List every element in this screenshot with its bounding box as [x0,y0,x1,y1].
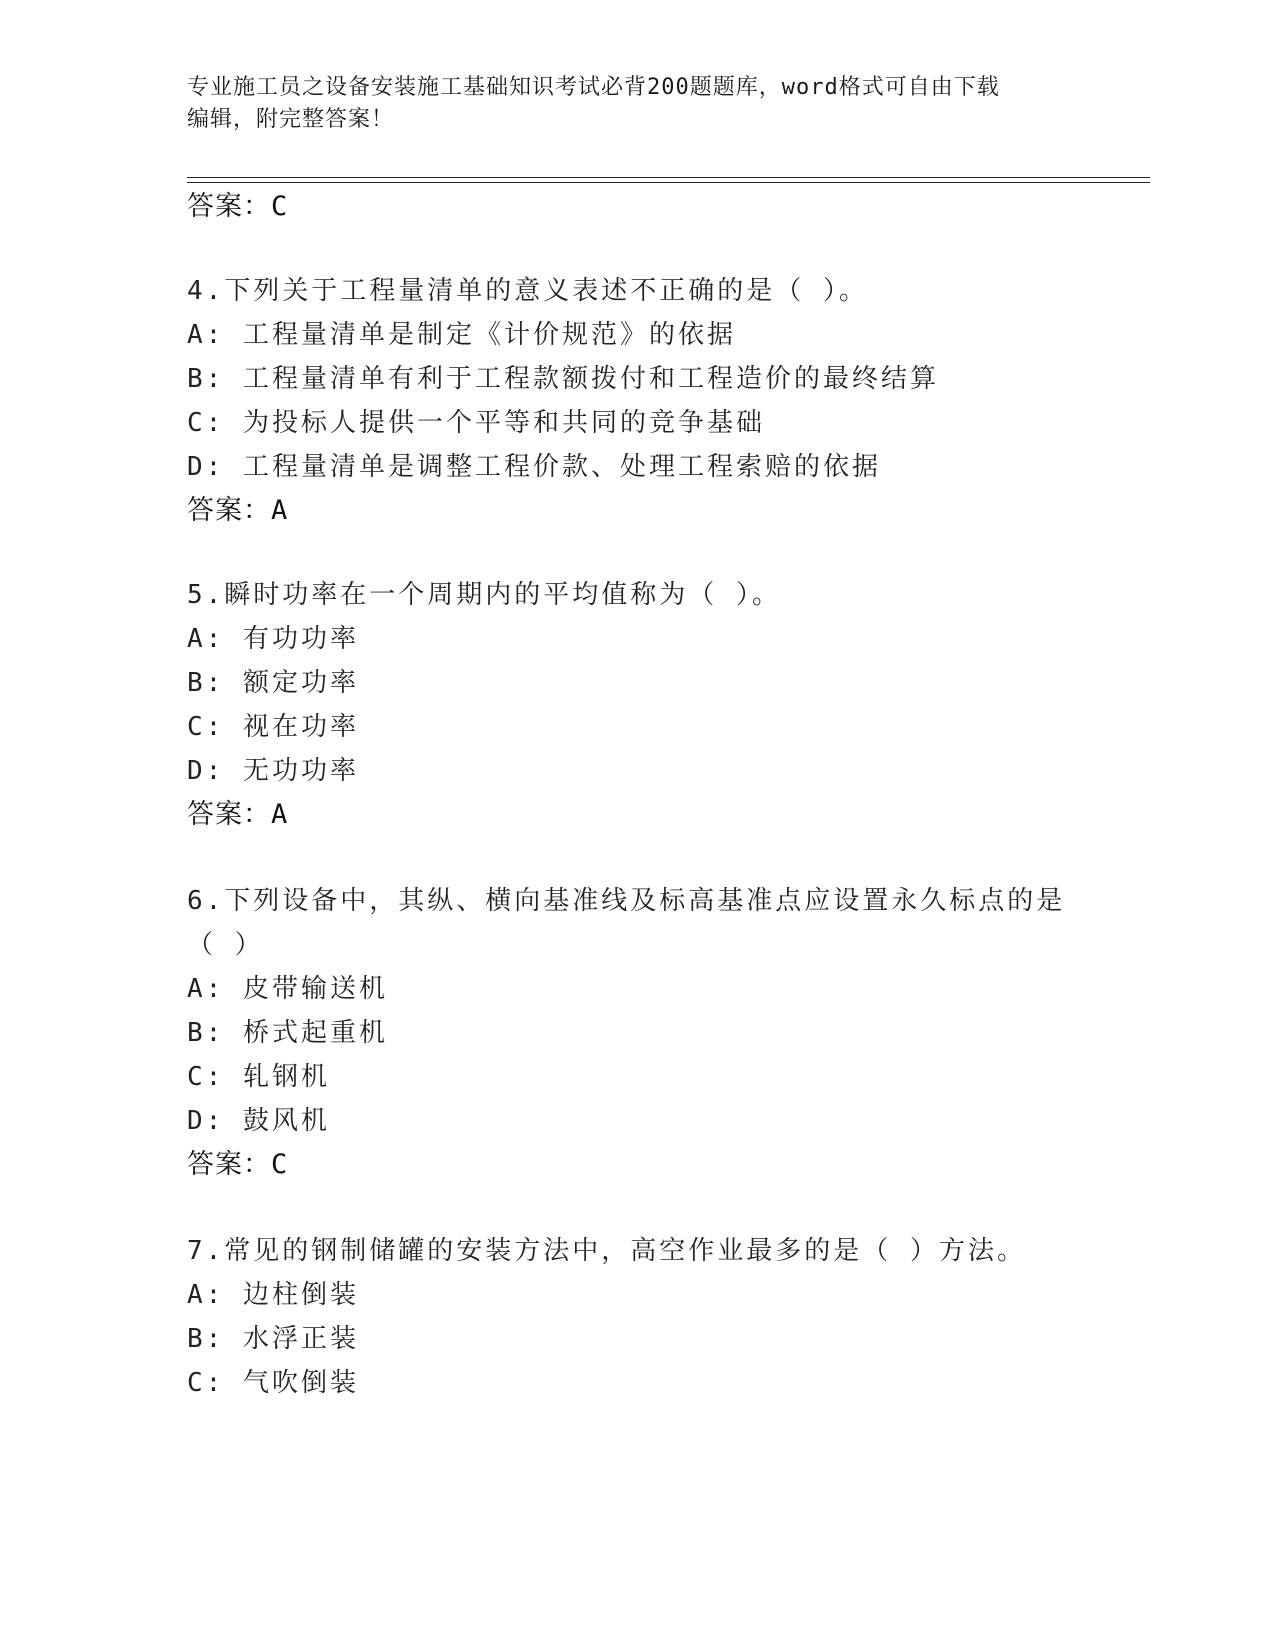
question-7: 7.常见的钢制储罐的安装方法中，高空作业最多的是（ ）方法。 [187,1236,1026,1266]
q4-option-a: A: 工程量清单是制定《计价规范》的依据 [187,320,736,350]
question-4: 4.下列关于工程量清单的意义表述不正确的是（ ）。 [187,276,868,306]
document-header [187,72,1067,136]
q5-option-d: D: 无功功率 [187,756,359,786]
q4-option-c: C: 为投标人提供一个平等和共同的竞争基础 [187,408,765,438]
q6-option-d: D: 鼓风机 [187,1106,330,1136]
q6-option-b: B: 桥式起重机 [187,1018,388,1048]
question-5: 5.瞬时功率在一个周期内的平均值称为（ ）。 [187,580,781,610]
q4-option-d: D: 工程量清单是调整工程价款、处理工程索赔的依据 [187,452,881,482]
answer-q5: 答案：A [187,799,289,830]
q4-option-b: B: 工程量清单有利于工程款额拨付和工程造价的最终结算 [187,364,939,394]
header-divider-bottom [187,182,1150,183]
question-6-line-1: 6.下列设备中，其纵、横向基准线及标高基准点应设置永久标点的是 [187,886,1066,916]
answer-q3: 答案：C [187,191,289,222]
q7-option-b: B: 水浮正装 [187,1324,359,1354]
answer-q6: 答案：C [187,1149,289,1180]
header-divider-top [187,177,1150,178]
q5-option-c: C: 视在功率 [187,712,359,742]
header-line-2: 编辑，附完整答案！ [187,107,395,132]
q7-option-a: A: 边柱倒装 [187,1280,359,1310]
q5-option-b: B: 额定功率 [187,668,359,698]
answer-q4: 答案：A [187,495,289,526]
question-6-line-2: （ ） [187,930,264,960]
q6-option-a: A: 皮带输送机 [187,974,388,1004]
q7-option-c: C: 气吹倒装 [187,1368,359,1398]
q6-option-c: C: 轧钢机 [187,1062,330,1092]
q5-option-a: A: 有功功率 [187,624,359,654]
header-line-1: 专业施工员之设备安装施工基础知识考试必背200题题库，word格式可自由下载 [187,75,1000,100]
